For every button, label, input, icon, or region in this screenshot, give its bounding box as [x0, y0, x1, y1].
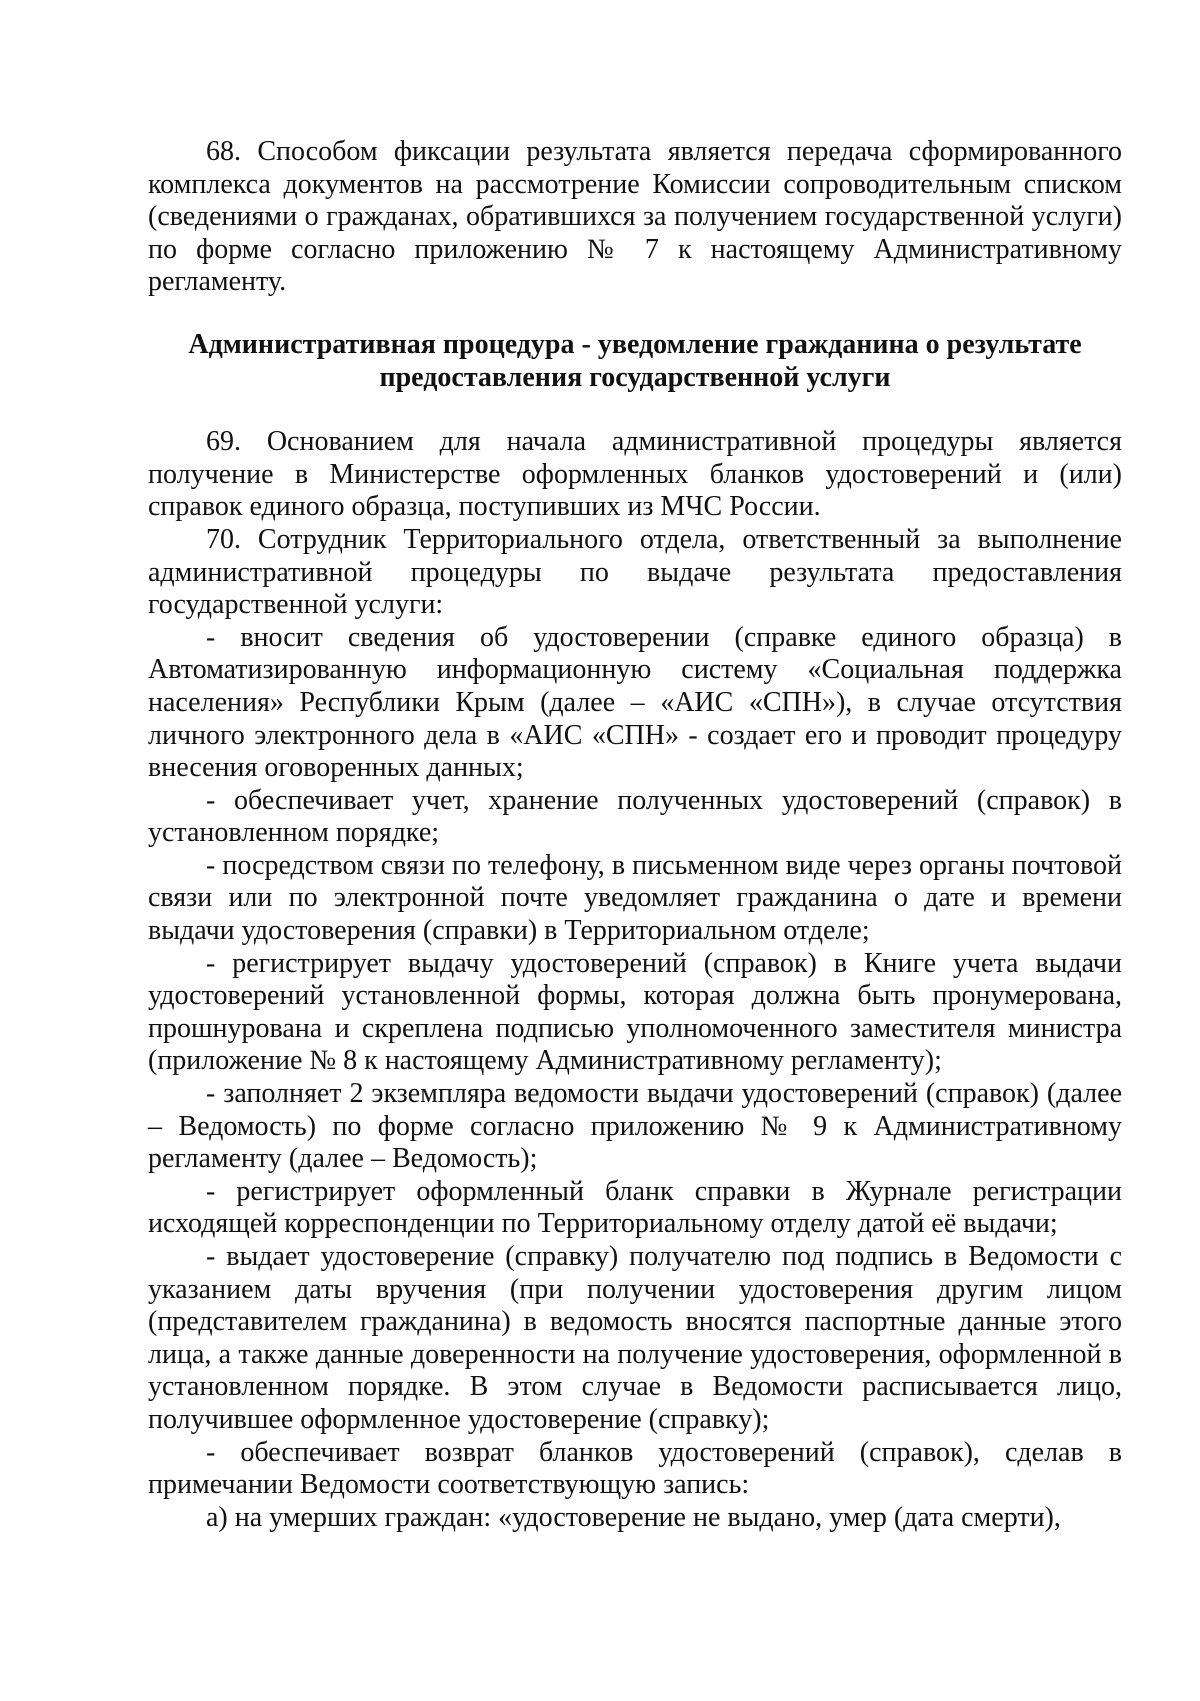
bullet-register-book: - регистрирует выдачу удостоверений (справок) в Книге учета выдачи удостоверений установленной формы, которая должна быть пронумерована, прошнурована и скреплена подписью уполномоченного заместителя министра (приложение № 8 к настоящему Административному регламенту); [148, 947, 1122, 1077]
section-heading-line-1: Административная процедура - уведомление гражданина о результате [188, 328, 1082, 360]
bullet-register-journal: - регистрирует оформленный бланк справки в Журнале регистрации исходящей корреспонденции по Территориальному отделу датой её выдачи; [148, 1175, 1122, 1240]
document-body [148, 136, 1122, 1534]
bullet-issue-certificate: - выдает удостоверение (справку) получателю под подпись в Ведомости с указанием даты вручения (при получении удостоверения другим лицом (представителем гражданина) в ведомость вносятся паспортные данные этого лица, а также данные доверенности на получение удостоверения, оформленной в установленном порядке. В этом случае в Ведомости расписывается лицо, получившее оформленное удостоверение (справку); [148, 1241, 1122, 1435]
paragraph-68: 68. Способом фиксации результата является передача сформированного комплекса документов на рассмотрение Комиссии сопроводительным списком (сведениями о гражданах, обратившихся за получением государственной услуги) по форме согласно приложению № 7 к настоящему Административному регламенту. [148, 136, 1122, 298]
section-heading-line-2: предоставления государственной услуги [379, 361, 891, 393]
spacer [148, 394, 1122, 426]
paragraph-69: 69. Основанием для начала административной процедуры является получение в Министерстве оформленных бланков удостоверений и (или) справок единого образца, поступивших из МЧС России. [148, 426, 1122, 523]
spacer [148, 299, 1122, 329]
bullet-enter-info: - вносит сведения об удостоверении (справке единого образца) в Автоматизированную информационную систему «Социальная поддержка населения» Республики Крым (далее – «АИС «СПН»), в случае отсутствия личного электронного дела в «АИС «СПН» - создает его и проводит процедуру внесения оговоренных данных; [148, 621, 1122, 784]
bullet-storage: - обеспечивает учет, хранение полученных удостоверений (справок) в установленном порядке; [148, 784, 1122, 849]
bullet-return-blanks: - обеспечивает возврат бланков удостоверений (справок), сделав в примечании Ведомости соответствующую запись: [148, 1436, 1122, 1501]
sub-item-a: а) на умерших граждан: «удостоверение не выдано, умер (дата смерти), [206, 1501, 1061, 1533]
bullet-notify: - посредством связи по телефону, в письменном виде через органы почтовой связи или по электронной почте уведомляет гражданина о дате и времени выдачи удостоверения (справки) в Территориальном отделе; [148, 849, 1122, 947]
bullet-fill-statement: - заполняет 2 экземпляра ведомости выдачи удостоверений (справок) (далее – Ведомость) по форме согласно приложению № 9 к Административному регламенту (далее – Ведомость); [148, 1078, 1122, 1175]
paragraph-70: 70. Сотрудник Территориального отдела, ответственный за выполнение административной процедуры по выдаче результата предоставления государственной услуги: [148, 523, 1122, 621]
